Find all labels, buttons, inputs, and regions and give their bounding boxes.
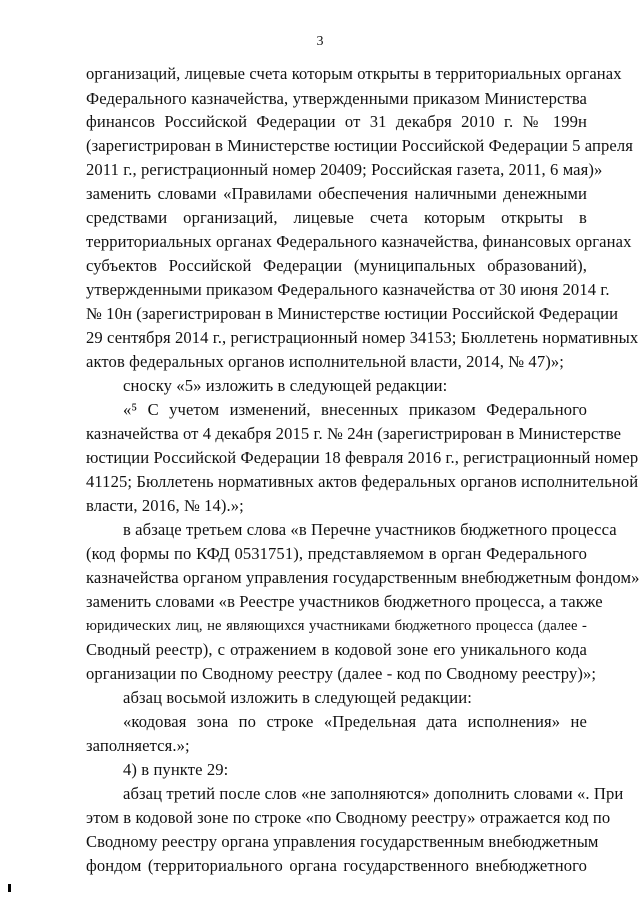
page-number: 3: [316, 34, 324, 49]
text-line: юстиции Российской Федерации 18 февраля 2016 г., регистрационный номер: [86, 448, 639, 467]
text-line: Сводный реестр), с отражением в кодовой зоне его уникального кода: [86, 640, 587, 659]
text-line: фондом (территориального органа государственного внебюджетного: [86, 856, 587, 875]
text-line: актов федеральных органов исполнительной власти, 2014, № 47)»;: [86, 352, 564, 371]
text-line: № 10н (зарегистрирован в Министерстве юстиции Российской Федерации: [86, 304, 619, 323]
paragraph-start: сноску «5» изложить в следующей редакции:: [123, 376, 448, 395]
text-line: (зарегистрирован в Министерстве юстиции Российской Федерации 5 апреля: [86, 136, 633, 155]
text-line: утвержденными приказом Федерального казначейства от 30 июня 2014 г.: [86, 280, 610, 299]
text-line: субъектов Российской Федерации (муниципальных образований),: [86, 256, 587, 275]
text-line: Федерального казначейства, утвержденными приказом Министерства: [86, 89, 587, 108]
text-line: казначейства органом управления государственным внебюджетным фондом»: [86, 568, 640, 587]
text-line: заменить словами «Правилами обеспечения наличными денежными: [86, 184, 587, 203]
text-line: Сводному реестру органа управления государственным внебюджетным: [86, 832, 599, 851]
paragraph-start: «кодовая зона по строке «Предельная дата исполнения» не: [123, 712, 587, 731]
paragraph-start: абзац третий после слов «не заполняются» дополнить словами «. При: [123, 784, 624, 803]
text-line: финансов Российской Федерации от 31 декабря 2010 г. № 199н: [86, 112, 587, 131]
text-line: средствами организаций, лицевые счета которым открыты в: [86, 208, 587, 227]
text-line: 29 сентября 2014 г., регистрационный номер 34153; Бюллетень нормативных: [86, 328, 639, 347]
text-line: этом в кодовой зоне по строке «по Сводному реестру» отражается код по: [86, 808, 611, 827]
paragraph-start: в абзаце третьем слова «в Перечне участников бюджетного процесса: [123, 520, 617, 539]
text-line: организации по Сводному реестру (далее - код по Сводному реестру)»;: [86, 664, 597, 683]
text-line: территориальных органах Федерального казначейства, финансовых органах: [86, 232, 632, 251]
text-line: организаций, лицевые счета которым открыты в территориальных органах: [86, 64, 622, 83]
text-line: заполняется.»;: [86, 736, 190, 755]
paragraph-start: «⁵ С учетом изменений, внесенных приказом Федерального: [123, 400, 587, 419]
text-line: 2011 г., регистрационный номер 20409; Российская газета, 2011, 6 мая)»: [86, 160, 603, 179]
text-line: власти, 2016, № 14).»;: [86, 496, 244, 515]
text-line: казначейства от 4 декабря 2015 г. № 24н (зарегистрирован в Министерстве: [86, 424, 622, 443]
paragraph-start: абзац восьмой изложить в следующей редакции:: [123, 688, 472, 707]
text-line: 41125; Бюллетень нормативных актов федеральных органов исполнительной: [86, 472, 639, 491]
text-line: заменить словами «в Реестре участников бюджетного процесса, а также: [86, 592, 603, 611]
paragraph-start: 4) в пункте 29:: [123, 760, 229, 779]
scan-edge-mark: [8, 884, 11, 892]
text-line: юридических лиц, не являющихся участниками бюджетного процесса (далее -: [86, 618, 587, 634]
text-line: (код формы по КФД 0531751), представляемом в орган Федерального: [86, 544, 587, 563]
